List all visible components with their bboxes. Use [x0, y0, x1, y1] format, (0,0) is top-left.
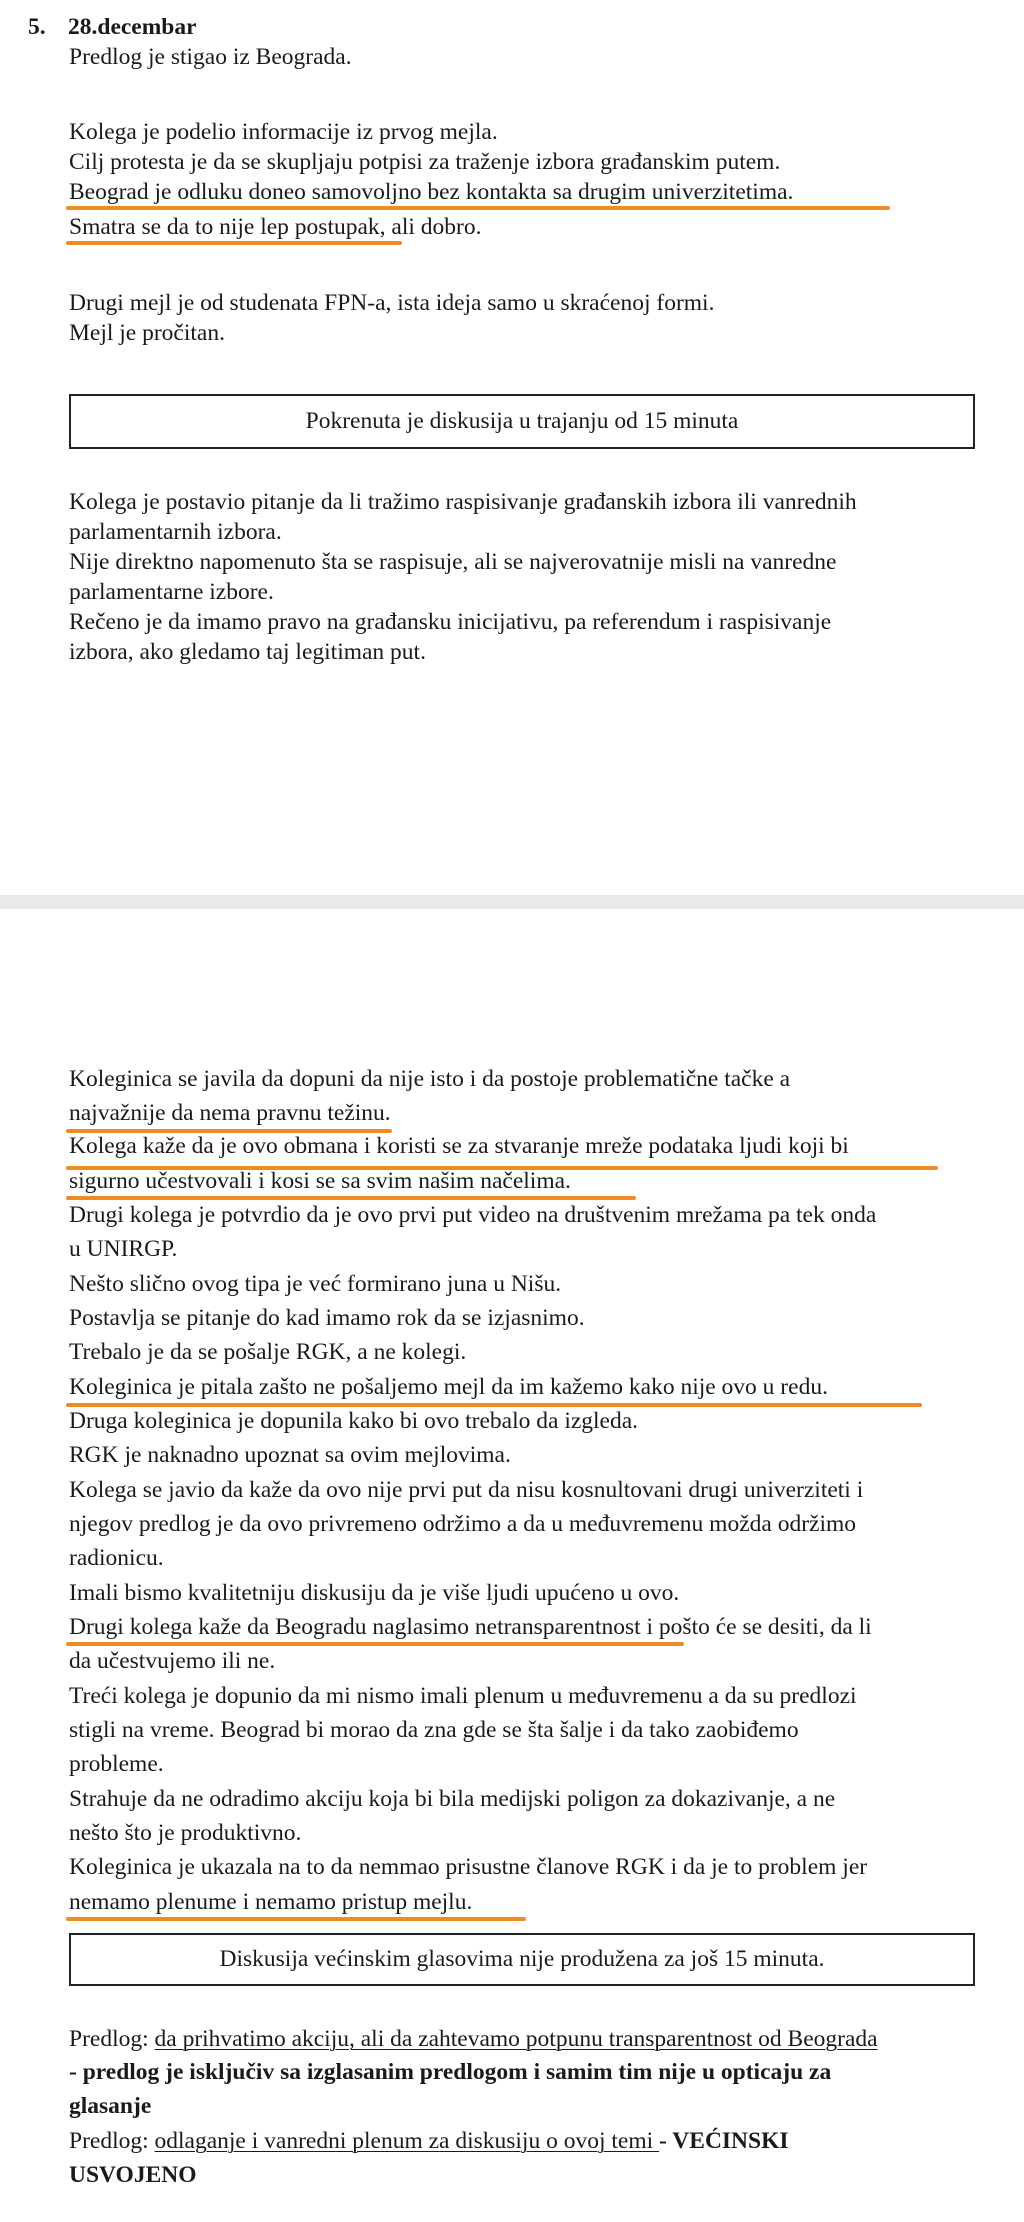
text-line: Strahuje da ne odradimo akciju koja bi bila medijski poligon za dokazivanje, a ne: [69, 1786, 836, 1812]
text-line: Treći kolega je dopunio da mi nismo imali plenum u međuvremenu a da su predlozi: [69, 1683, 857, 1709]
proposal-2-dash: -: [659, 2128, 673, 2154]
text-line: Drugi kolega je potvrdio da je ovo prvi put video na društvenim mrežama pa tek onda: [69, 1202, 877, 1228]
proposal-2-label: Predlog:: [69, 2128, 155, 2154]
text-line: Postavlja se pitanje do kad imamo rok da se izjasnimo.: [69, 1305, 585, 1331]
text-line: u UNIRGP.: [69, 1236, 178, 1262]
proposal-1-label: Predlog:: [69, 2026, 155, 2052]
text-line: sigurno učestvovali i kosi se sa svim našim načelima.: [69, 1168, 571, 1194]
text-line: da učestvujemo ili ne.: [69, 1648, 276, 1674]
highlight-underline: [66, 1917, 526, 1921]
text-line: Nešto slično ovog tipa je već formirano juna u Nišu.: [69, 1271, 562, 1297]
text-line: Kolega se javio da kaže da ovo nije prvi put da nisu kosnultovani drugi univerziteti i: [69, 1477, 864, 1503]
highlight-underline: [66, 206, 890, 210]
document-page-1: [0, 0, 1024, 895]
text-line: Drugi mejl je od studenata FPN-a, ista ideja samo u skraćenoj formi.: [69, 290, 715, 316]
text-line: najvažnije da nema pravnu težinu.: [69, 1100, 391, 1126]
proposal-1: [69, 2024, 878, 2054]
proposal-2: [69, 2126, 789, 2156]
text-line: Drugi kolega kaže da Beogradu naglasimo netransparentnost i pošto će se desiti, da li: [69, 1614, 872, 1640]
text-line: nemamo plenume i nemamo pristup mejlu.: [69, 1889, 473, 1915]
text-line: izbora, ako gledamo taj legitiman put.: [69, 639, 426, 665]
text-line: Kolega kaže da je ovo obmana i koristi se za stvaranje mreže podataka ljudi koji bi: [69, 1133, 849, 1159]
text-line: Trebalo je da se pošalje RGK, a ne kolegi.: [69, 1339, 467, 1365]
text-line: Koleginica je ukazala na to da nemmao prisustne članove RGK i da je to problem jer: [69, 1854, 868, 1880]
item-number: 5.: [28, 14, 46, 40]
text-line: RGK je naknadno upoznat sa ovim mejlovima.: [69, 1442, 511, 1468]
discussion-extension-box: [69, 1933, 975, 1986]
text-line: njegov predlog je da ovo privremeno održimo a da u međuvremenu možda održimo: [69, 1511, 857, 1537]
text-line: parlamentarnih izbora.: [69, 519, 282, 545]
discussion-start-box: [69, 394, 975, 449]
highlight-underline: [66, 241, 402, 245]
text-line: Nije direktno napomenuto šta se raspisuje, ali se najverovatnije misli na vanredne: [69, 549, 837, 575]
text-line: Cilj protesta je da se skupljaju potpisi za traženje izbora građanskim putem.: [69, 149, 781, 175]
text-line: parlamentarne izbore.: [69, 579, 274, 605]
item-date: 28.decembar: [68, 14, 197, 40]
proposal-2-result-b: USVOJENO: [69, 2162, 197, 2188]
discussion-start-text: Pokrenuta je diskusija u trajanju od 15 minuta: [305, 408, 739, 434]
proposal-1-result-b: glasanje: [69, 2093, 152, 2119]
text-line: Koleginica je pitala zašto ne pošaljemo mejl da im kažemo kako nije ovo u redu.: [69, 1374, 828, 1400]
text-line: stigli na vreme. Beograd bi morao da zna gde se šta šalje i da tako zaobiđemo: [69, 1717, 799, 1743]
text-line: nešto što je produktivno.: [69, 1820, 302, 1846]
text-line: Imali bismo kvalitetniju diskusiju da je više ljudi upućeno u ovo.: [69, 1580, 680, 1606]
text-line: Druga koleginica je dopunila kako bi ovo trebalo da izgleda.: [69, 1408, 639, 1434]
text-line: Kolega je postavio pitanje da li tražimo raspisivanje građanskih izbora ili vanrednih: [69, 489, 857, 515]
text-line: Mejl je pročitan.: [69, 320, 225, 346]
text-line: Rečeno je da imamo pravo na građansku inicijativu, pa referendum i raspisivanje: [69, 609, 832, 635]
proposal-2-text: odlaganje i vanredni plenum za diskusiju o ovoj temi: [154, 2128, 660, 2154]
text-line: Kolega je podelio informacije iz prvog mejla.: [69, 119, 498, 145]
text-line: Predlog je stigao iz Beograda.: [69, 44, 352, 70]
text-line: probleme.: [69, 1751, 164, 1777]
proposal-1-result-a: - predlog je isključiv sa izglasanim predlogom i samim tim nije u opticaju za: [69, 2059, 832, 2085]
text-line: Beograd je odluku doneo samovoljno bez kontakta sa drugim univerzitetima.: [69, 179, 794, 205]
discussion-extension-text: Diskusija većinskim glasovima nije produžena za još 15 minuta.: [219, 1946, 825, 1972]
text-line: radionicu.: [69, 1545, 164, 1571]
page-separator: [0, 895, 1024, 909]
text-line: Koleginica se javila da dopuni da nije isto i da postoje problematične tačke a: [69, 1066, 791, 1092]
text-line: Smatra se da to nije lep postupak, ali dobro.: [69, 214, 482, 240]
proposal-1-text: da prihvatimo akciju, ali da zahtevamo potpunu transparentnost od Beograda: [154, 2026, 878, 2052]
proposal-2-result-a: VEĆINSKI: [672, 2128, 789, 2154]
